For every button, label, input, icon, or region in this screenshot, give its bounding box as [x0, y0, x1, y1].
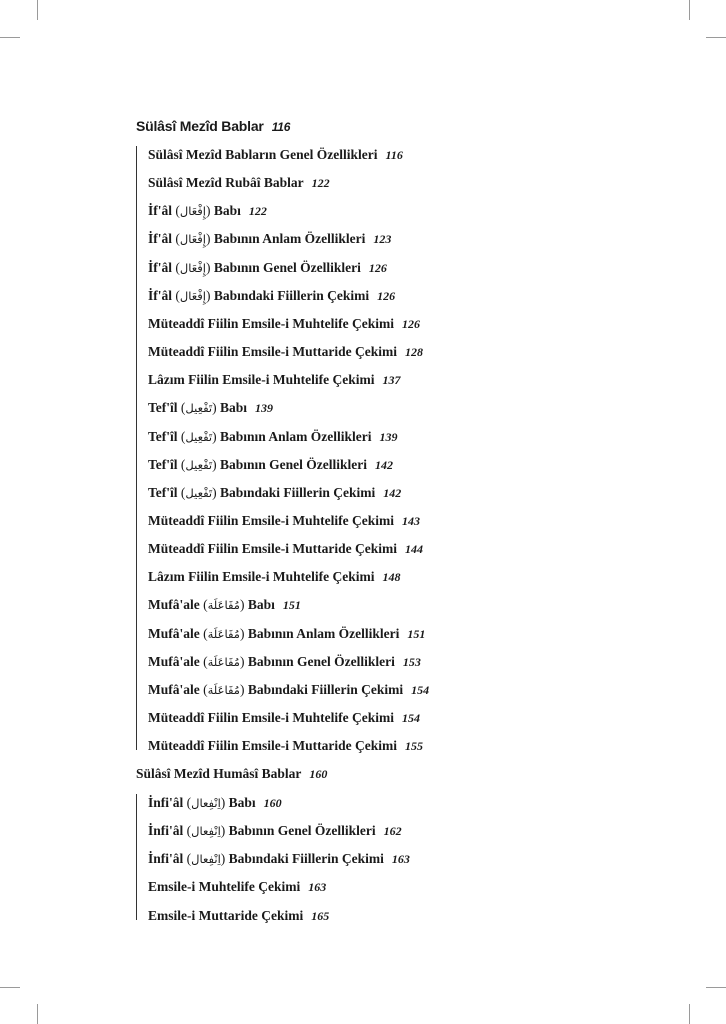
entry-title: Mufâ'ale [148, 597, 200, 613]
entry-title: Sülâsî Mezîd Rubâî Bablar [148, 175, 304, 191]
paren: ( [175, 231, 180, 247]
paren: ) [239, 681, 245, 697]
paren: ( [180, 456, 186, 472]
toc-entry [148, 202, 267, 220]
paren: ( [203, 653, 208, 669]
toc-entry [148, 822, 402, 840]
toc-entry [148, 794, 282, 812]
paren: ( [203, 681, 208, 697]
toc-entry [148, 174, 330, 192]
arabic-term: اِنْفِعال [191, 824, 221, 839]
toc-entry [148, 709, 420, 727]
page-number: 162 [383, 824, 402, 839]
page-number: 137 [382, 373, 401, 388]
arabic-term: تَفْعِيل [185, 429, 213, 444]
toc-entry [148, 399, 273, 417]
toc-entry [148, 568, 400, 586]
toc-entry [148, 878, 326, 896]
arabic-term: اِنْفِعال [191, 796, 221, 810]
page-number: 151 [407, 626, 426, 641]
arabic-term: تَفْعِيل [185, 457, 213, 472]
paren: ) [206, 203, 211, 219]
arabic-term: مُفَاعَلَة [207, 598, 240, 613]
page-number: 123 [373, 232, 392, 247]
page-number: 126 [368, 260, 387, 275]
arabic-term: إِفْعَال [179, 260, 206, 275]
paren: ( [180, 400, 186, 416]
entry-title: İf'âl [148, 259, 173, 275]
page-number: 126 [402, 316, 420, 331]
page-number: 144 [405, 542, 423, 557]
entry-title: İf'âl [148, 203, 173, 219]
arabic-term: مُفَاعَلَة [207, 654, 240, 669]
entry-title: Tef'îl [148, 400, 178, 416]
entry-title: Müteaddî Fiilin Emsile-i Muttaride Çekimi [148, 344, 397, 360]
page-number: 148 [382, 570, 401, 585]
entry-title: İnfi'âl [148, 823, 184, 839]
entry-title-suffix: Babı [228, 795, 256, 810]
paren: ) [206, 231, 211, 247]
page-number: 154 [402, 711, 420, 725]
toc-entry [148, 512, 420, 530]
arabic-term: تَفْعِيل [185, 485, 213, 500]
toc-entry [148, 625, 425, 643]
toc-group-title [136, 766, 327, 782]
paren: ( [186, 795, 192, 810]
paren: ) [206, 287, 211, 303]
entry-title: Emsile-i Muhtelife Çekimi [148, 879, 301, 895]
toc-entry [148, 653, 421, 671]
entry-title: Mufâ'ale [148, 681, 200, 697]
paren: ( [175, 259, 180, 275]
toc-entry [148, 484, 401, 502]
toc-entry [148, 850, 410, 868]
paren: ( [175, 203, 180, 219]
paren: ) [206, 259, 211, 275]
entry-title: Lâzım Fiilin Emsile-i Muhtelife Çekimi [148, 372, 375, 388]
paren: ) [239, 625, 245, 641]
entry-title-suffix: Babının Genel Özellikleri [228, 823, 376, 839]
entry-title: İf'âl [148, 231, 173, 247]
toc-entry [148, 371, 400, 389]
entry-title-suffix: Babındaki Fiillerin Çekimi [247, 681, 404, 697]
entry-title-suffix: Babındaki Fiillerin Çekimi [220, 484, 376, 500]
entry-title: Tef'îl [148, 484, 178, 500]
toc-entry [148, 907, 329, 925]
toc-entry [148, 456, 393, 474]
entry-title: İnfi'âl [148, 851, 184, 867]
arabic-term: اِنْفِعال [191, 852, 221, 867]
entry-title: Mufâ'ale [148, 653, 200, 669]
paren: ) [212, 484, 217, 500]
paren: ) [220, 823, 226, 839]
arabic-term: مُفَاعَلَة [207, 626, 240, 641]
paren: ) [239, 653, 245, 669]
arabic-term: تَفْعِيل [185, 401, 213, 416]
toc-entry [148, 287, 395, 305]
entry-title-suffix: Babının Anlam Özellikleri [213, 231, 366, 247]
toc-group-title [136, 118, 290, 134]
entry-title: Tef'îl [148, 428, 178, 444]
entry-title: Müteaddî Fiilin Emsile-i Muttaride Çekimi [148, 738, 397, 754]
paren: ( [175, 287, 180, 303]
arabic-term: مُفَاعَلَة [207, 682, 240, 697]
entry-title-suffix: Babının Genel Özellikleri [220, 456, 368, 472]
paren: ) [220, 851, 226, 867]
page-number: 155 [405, 739, 423, 754]
group-title-text: Sülâsî Mezîd Bablar [136, 118, 264, 134]
page-number: 160 [263, 796, 282, 810]
page-number: 126 [377, 288, 396, 303]
page-number: 151 [282, 598, 301, 613]
group-bar [136, 146, 137, 750]
entry-title: İnfi'âl [148, 795, 184, 810]
entry-title: İf'âl [148, 287, 173, 303]
page-number: 116 [385, 148, 403, 162]
page-number: 139 [379, 429, 398, 444]
entry-title-suffix: Babındaki Fiillerin Çekimi [213, 287, 370, 303]
toc-entry [148, 681, 429, 699]
entry-title: Müteaddî Fiilin Emsile-i Muhtelife Çekimi [148, 710, 394, 725]
paren: ( [180, 484, 186, 500]
entry-title-suffix: Babı [247, 597, 275, 613]
page-number: 122 [311, 176, 330, 191]
page-number: 143 [402, 513, 420, 528]
entry-title: Lâzım Fiilin Emsile-i Muhtelife Çekimi [148, 569, 375, 585]
arabic-term: إِفْعَال [179, 204, 206, 219]
paren: ( [203, 625, 208, 641]
arabic-term: إِفْعَال [179, 232, 206, 247]
page-number: 154 [411, 682, 430, 697]
page-number: 116 [271, 120, 291, 134]
page-number: 139 [255, 401, 274, 416]
paren: ( [186, 823, 192, 839]
toc-entry [148, 230, 391, 248]
entry-title-suffix: Babının Anlam Özellikleri [220, 428, 372, 444]
arabic-term: إِفْعَال [179, 288, 206, 303]
page-number: 142 [383, 485, 402, 500]
toc-entry [148, 146, 403, 164]
entry-title-suffix: Babı [213, 203, 241, 219]
paren: ) [212, 456, 217, 472]
page-number: 165 [311, 908, 330, 923]
entry-title-suffix: Babındaki Fiillerin Çekimi [228, 851, 384, 867]
page-number: 163 [308, 880, 327, 895]
entry-title: Emsile-i Muttaride Çekimi [148, 907, 304, 923]
entry-title-suffix: Babının Genel Özellikleri [213, 259, 361, 275]
group-title-text: Sülâsî Mezîd Humâsî Bablar [136, 766, 302, 781]
page-number: 128 [405, 345, 423, 360]
entry-title: Müteaddî Fiilin Emsile-i Muttaride Çekimi [148, 541, 397, 557]
entry-title-suffix: Babının Anlam Özellikleri [247, 625, 400, 641]
page-number: 163 [391, 852, 410, 867]
group-bar [136, 794, 137, 920]
toc-entry [148, 428, 398, 446]
page-number: 153 [402, 654, 421, 669]
paren: ) [220, 795, 226, 810]
page-number: 160 [309, 767, 328, 781]
toc-entry [148, 737, 423, 755]
entry-title: Sülâsî Mezîd Babların Genel Özellikleri [148, 147, 378, 162]
paren: ( [203, 597, 208, 613]
entry-title: Tef'îl [148, 456, 178, 472]
entry-title-suffix: Babının Genel Özellikleri [247, 653, 395, 669]
page-number: 142 [375, 457, 394, 472]
toc-entry [148, 596, 301, 614]
entry-title: Müteaddî Fiilin Emsile-i Muhtelife Çekimi [148, 512, 394, 528]
entry-title-suffix: Babı [220, 400, 248, 416]
toc-entry [148, 540, 423, 558]
entry-title: Müteaddî Fiilin Emsile-i Muhtelife Çekimi [148, 315, 394, 331]
paren: ( [186, 851, 192, 867]
toc-entry [148, 343, 423, 361]
toc-entry [148, 315, 420, 333]
paren: ( [180, 428, 186, 444]
entry-title: Mufâ'ale [148, 625, 200, 641]
page-number: 122 [248, 204, 267, 219]
paren: ) [239, 597, 245, 613]
paren: ) [212, 400, 217, 416]
toc-entry [148, 259, 387, 277]
paren: ) [212, 428, 217, 444]
